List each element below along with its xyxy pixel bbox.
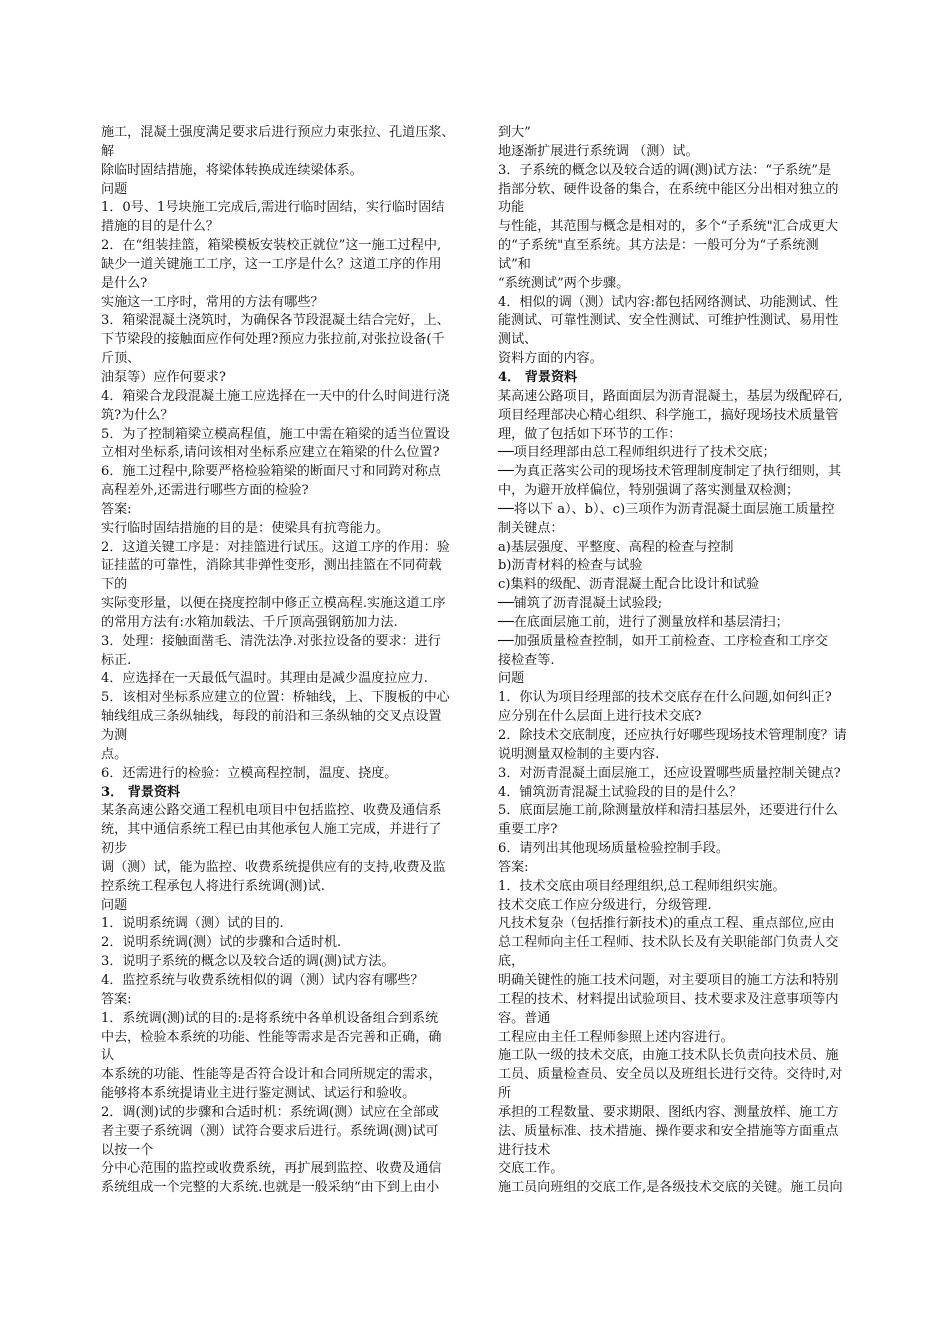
text-line: 者主要子系统调（测）试符合要求后进行。系统调(测)试可 <box>101 1123 439 1139</box>
text-line: 所 <box>498 1086 512 1102</box>
text-line: 制关键点： <box>498 520 564 536</box>
text-line: 1．0号、1号块施工完成后,需进行临时固结，实行临时固结 <box>101 200 445 216</box>
text-line: 问题 <box>101 897 128 913</box>
text-line: 答案: <box>101 991 132 1007</box>
text-line: 4．箱梁合龙段混凝土施工应选择在一天中的什么时间进行浇 <box>101 388 450 404</box>
text-line: 3． 背景资料 <box>101 784 181 800</box>
text-line: 能测试、可靠性测试、安全性测试、可维护性测试、易用性 <box>498 313 839 329</box>
text-line: 分中心范围的监控或收费系统，再扩展到监控、收费及通信 <box>101 1161 442 1177</box>
text-line: 指部分软、硬件设备的集合，在系统中能区分出相对独立的 <box>498 181 839 197</box>
text-line: 6．施工过程中,除要严格检验箱梁的断面尺寸和同跨对称点 <box>101 464 441 480</box>
text-line: 高程差外,还需进行哪些方面的检验? <box>101 483 309 499</box>
text-line: 答案: <box>498 859 529 875</box>
text-line: ──项目经理部由总工程师组织进行了技术交底； <box>498 445 776 461</box>
text-line: 某高速公路项目，路面面层为沥青混凝土，基层为级配碎石, <box>498 388 843 404</box>
text-line: 点。 <box>101 746 128 762</box>
text-line: 工程的技术、材料提出试验项目、技术要求及注意事项等内 <box>498 991 839 1007</box>
text-line: 施工队一级的技术交底，由施工技术队长负责向技术员、施 <box>498 1048 839 1064</box>
text-line: 是什么? <box>101 275 148 291</box>
text-line: 到大” <box>498 125 531 140</box>
text-line: 接检查等. <box>498 652 555 668</box>
text-line: 缺少一道关键施工工序，这一工序是什么？这道工序的作用 <box>101 256 442 272</box>
text-line: “系统测试”两个步骤。 <box>498 275 630 291</box>
text-line: 项目经理部决心精心组织、科学施工，搞好现场技术质量管 <box>498 407 839 423</box>
text-line: 试”和 <box>498 256 531 272</box>
text-line: 4．相似的调（测）试内容:都包括网络测试、功能测试、性 <box>498 294 839 310</box>
text-line: 功能 <box>498 200 525 216</box>
text-line: 3．子系统的概念以及较合适的调(测)试方法：“子系统”是 <box>498 162 832 178</box>
text-line: 统，其中通信系统工程已由其他承包人施工完成，并进行了 <box>101 822 442 838</box>
text-line: 4． 背景资料 <box>498 369 578 385</box>
text-line: 5．底面层施工前,除测量放样和清扫基层外，还要进行什么 <box>498 803 838 819</box>
text-line: 2．这道关键工序是：对挂篮进行试压。这道工序的作用：验 <box>101 539 450 555</box>
text-line: 问题 <box>101 181 128 197</box>
text-line: 实行临时固结措施的目的是：使梁具有抗弯能力。 <box>101 520 390 536</box>
text-line: 实际变形量，以便在挠度控制中修正立模高程.实施这道工序 <box>101 596 446 612</box>
text-line: 6．请列出其他现场质量检验控制手段。 <box>498 841 729 857</box>
text-line: ──加强质量检查控制，如开工前检查、工序检查和工序交 <box>498 633 829 649</box>
text-line: 中，为避开放样偏位，特别强调了落实测量双检测； <box>498 483 800 499</box>
text-line: 4．应选择在一天最低气温时。其理由是减少温度拉应力. <box>101 671 428 687</box>
text-line: 1．技术交底由项目经理组织,总工程师组织实施。 <box>498 878 786 894</box>
text-line: 2．除技术交底制度，还应执行好哪些现场技术管理制度？请 <box>498 728 847 743</box>
text-line: 4．铺筑沥青混凝土试验段的目的是什么？ <box>498 784 743 800</box>
text-line: 法、质量标准、技术措施、操作要求和安全措施等方面重点 <box>498 1123 839 1139</box>
text-line: 标正. <box>101 652 132 668</box>
text-line: 容。普通 <box>498 1010 551 1026</box>
text-line: 立相对坐标系,请问该相对坐标系应建立在箱梁的什么位置? <box>101 445 440 461</box>
text-line: 1．系统调(测)试的目的:是将系统中各单机设备组合到系统 <box>101 1010 439 1026</box>
text-line: 证挂蓝的可靠性，消除其非弹性变形，测出挂篮在不同荷载 <box>101 558 442 574</box>
text-line: 资料方面的内容。 <box>498 351 603 367</box>
text-line: 控系统工程承包人将进行系统调(测)试. <box>101 878 325 894</box>
text-line: 中去，检验本系统的功能、性能等需求是否完善和正确，确 <box>101 1029 442 1045</box>
text-line: 重要工序? <box>498 822 558 838</box>
text-line: 承担的工程数量、要求期限、图纸内容、测量放样、施工方 <box>498 1104 839 1120</box>
text-line: 技术交底工作应分级进行，分级管理. <box>498 897 712 913</box>
text-line: 能够将本系统提请业主进行鉴定测试、试运行和验收。 <box>101 1086 416 1102</box>
text-line: 5．该相对坐标系应建立的位置：桥轴线，上、下腹板的中心 <box>101 690 450 706</box>
text-line: 3．箱梁混凝土浇筑时，为确保各节段混凝土结合完好，上、 <box>101 313 450 329</box>
text-line: 的“子系统"直至系统。其方法是：一般可分为“子系统测 <box>498 238 819 254</box>
text-line: 问题 <box>498 671 525 687</box>
text-line: 解 <box>101 143 115 159</box>
text-line: 下的 <box>101 577 128 593</box>
text-line: 认 <box>101 1048 115 1064</box>
text-line: 施工员向班组的交底工作,是各级技术交底的关键。施工员向 <box>498 1180 843 1196</box>
text-line: ──铺筑了沥青混凝土试验段; <box>498 596 663 612</box>
text-line: 地逐渐扩展进行系统调 （测）试。 <box>498 143 699 159</box>
text-line: 应分别在什么层面上进行技术交底? <box>498 709 702 725</box>
text-line: 本系统的功能、性能等是否符合设计和合同所规定的需求， <box>101 1067 442 1083</box>
text-line: 为测 <box>101 728 128 743</box>
text-line: 进行技术 <box>498 1142 551 1158</box>
text-line: 测试、 <box>498 332 538 348</box>
text-line: 2．调(测)试的步骤和合适时机：系统调(测）试应在全部或 <box>101 1104 439 1120</box>
text-line: 1．你认为项目经理部的技术交底存在什么问题,如何纠正? <box>498 690 832 706</box>
text-line: c)集料的级配、沥青混凝土配合比设计和试验 <box>498 577 760 593</box>
text-line: 工员、质量检查员、安全员以及班组长进行交待。交待时,对 <box>498 1067 843 1083</box>
text-line: 轴线组成三条纵轴线，每段的前沿和三条纵轴的交叉点设置 <box>101 709 442 725</box>
text-line: 理，做了包括如下环节的工作： <box>498 426 682 442</box>
right-text-column <box>498 124 860 1198</box>
text-line: 3．说明子系统的概念以及较合适的调(测)试方法。 <box>101 954 395 970</box>
text-line: 工程应由主任工程师参照上述内容进行。 <box>498 1029 734 1045</box>
text-line: 以按一个 <box>101 1142 154 1158</box>
text-line: 明确关键性的施工技术问题，对主要项目的施工方法和特别 <box>498 972 839 988</box>
text-line: a)基层强度、平整度、高程的检查与控制 <box>498 539 734 555</box>
text-line: ──为真正落实公司的现场技术管理制度制定了执行细则，其 <box>498 464 842 480</box>
text-line: 3．处理：接触面凿毛、清洗法净.对张拉设备的要求：进行 <box>101 633 441 649</box>
text-line: 调（测）试，能为监控、收费系统提供应有的支持,收费及监 <box>101 859 446 875</box>
text-line: 除临时固结措施，将梁体转换成连续梁体系。 <box>101 162 363 178</box>
text-line: 凡技术复杂（包括推行新技术)的重点工程、重点部位,应由 <box>498 916 835 932</box>
text-line: ──在底面层施工前，进行了测量放样和基层清扫； <box>498 614 789 630</box>
text-line: 2．说明系统调(测）试的步骤和合适时机. <box>101 935 342 951</box>
text-line: 的常用方法有:水箱加载法、千斤顶高强钢筋加力法. <box>101 614 398 630</box>
text-line: 5．为了控制箱梁立模高程值，施工中需在箱梁的适当位置设 <box>101 426 450 442</box>
text-line: 1．说明系统调（测）试的目的. <box>101 916 284 932</box>
text-line: 说明测量双检制的主要内容. <box>498 746 660 762</box>
text-line: 底， <box>498 954 525 970</box>
text-line: b)沥青材料的检查与试验 <box>498 558 643 574</box>
text-line: 总工程师向主任工程师、技术队长及有关职能部门负责人交 <box>498 935 839 951</box>
text-line: 斤顶、 <box>101 351 141 367</box>
text-line: 某条高速公路交通工程机电项目中包括监控、收费及通信系 <box>101 803 442 819</box>
text-line: 3．对沥青混凝土面层施工，还应设置哪些质量控制关键点? <box>498 765 841 781</box>
text-line: 筑?为什么？ <box>101 407 174 423</box>
text-line: 2．在“组装挂篮，箱梁模板安装校正就位”这一施工过程中, <box>101 238 442 254</box>
text-line: 措施的目的是什么？ <box>101 219 219 235</box>
text-line: 初步 <box>101 841 128 857</box>
text-line: 6．还需进行的检验：立模高程控制，温度、挠度。 <box>101 765 398 781</box>
text-line: 油泵等）应作何要求? <box>101 369 226 385</box>
text-line: 答案: <box>101 501 132 517</box>
text-line: 下节梁段的接触面应作何处理?预应力张拉前,对张拉设备(千 <box>101 332 445 348</box>
text-line: ──将以下 a）、b）、c)三项作为沥青混凝土面层施工质量控 <box>498 501 835 517</box>
text-line: 交底工作。 <box>498 1161 564 1177</box>
left-text-column <box>101 124 463 1198</box>
text-line: 实施这一工序时，常用的方法有哪些？ <box>101 294 324 310</box>
text-line: 与性能，其范围与概念是相对的，多个“子系统"汇合成更大 <box>498 219 839 235</box>
text-line: 施工，混凝土强度满足要求后进行预应力束张拉、孔道压浆、 <box>101 125 455 140</box>
text-line: 4．监控系统与收费系统相似的调（测）试内容有哪些？ <box>101 972 424 988</box>
text-line: 系统组成一个完整的大系统.也就是一般采纳“由下到上由小 <box>101 1180 440 1196</box>
